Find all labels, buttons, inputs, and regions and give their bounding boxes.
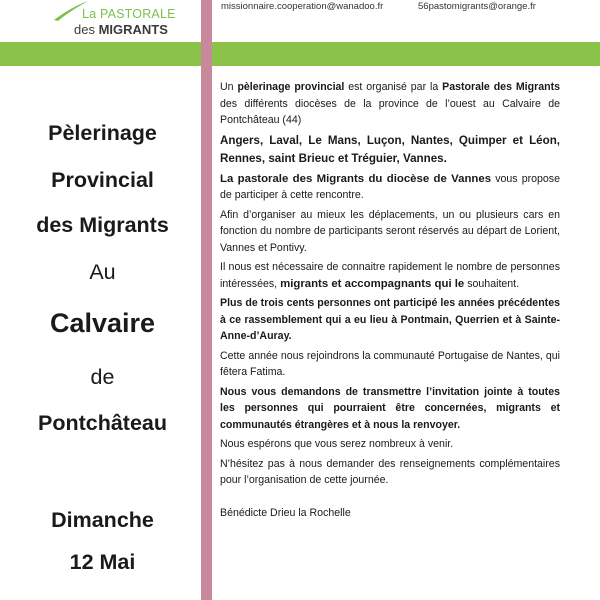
paragraph-10: N’hésitez pas à nous demander des renseignements complémentaires pour l’organisation de cette journée. (220, 457, 560, 486)
title-line-4: Au (89, 260, 116, 284)
title-line-6: de (90, 365, 115, 389)
logo-line-2: des MIGRANTS (74, 22, 168, 37)
title-line-9: 12 Mai (69, 550, 136, 574)
logo-line-1: La PASTORALE (82, 7, 176, 21)
paragraph-3: La pastorale des Migrants du diocèse de Vannes vous propose de participer à cette rencontre. (220, 172, 560, 201)
paragraph-9: Nous espérons que vous serez nombreux à venir. (220, 438, 454, 450)
title-line-1: Pèlerinage (48, 121, 157, 145)
paragraph-6: Plus de trois cents personnes ont participé les années précédentes à ce rassemblement qui a eu lieu à Pontmain, Querrien et à Sainte-Anne-d’Auray. (220, 297, 560, 342)
title-line-7: Pontchâteau (37, 411, 168, 435)
email-pastomigrants[interactable]: 56pastomigrants@orange.fr (418, 1, 536, 12)
title-line-3: des Migrants (36, 213, 169, 237)
title-line-5: Calvaire (49, 308, 156, 338)
title-line-8: Dimanche (51, 508, 154, 532)
pastorale-logo (52, 0, 202, 40)
green-header-band (0, 42, 600, 66)
paragraph-1: Un pèlerinage provincial est organisé par la Pastorale des Migrants des différents diocèses de la province de l’ouest au Calvaire de Pontchâteau (44) (220, 81, 560, 126)
email-cooperation[interactable]: missionnaire.cooperation@wanadoo.fr (221, 1, 384, 12)
paragraph-4: Afin d’organiser au mieux les déplacements, un ou plusieurs cars en fonction du nombre de participants seront réservés au départ de Lorient, Vannes et Pontivy. (220, 208, 560, 254)
body-text (220, 79, 560, 524)
paragraph-7: Cette année nous rejoindrons la communauté Portugaise de Nantes, qui fêtera Fatima. (220, 349, 560, 378)
paragraph-5: Il nous est nécessaire de connaitre rapidement le nombre de personnes intéressées, migrants et accompagnants qui le souhaitent. (220, 261, 560, 290)
title-line-2: Provincial (51, 168, 154, 192)
paragraph-8: Nous vous demandons de transmettre l’invitation jointe à toutes les personnes qui pourraient être concernées, migrants et communautés étrangères et à nous la renvoyer. (220, 385, 560, 431)
signature: Bénédicte Drieu la Rochelle (220, 506, 351, 519)
paragraph-dioceses: Angers, Laval, Le Mans, Luçon, Nantes, Quimper et Léon, Rennes, saint Brieuc et Tréguier, Vannes. (220, 133, 560, 165)
